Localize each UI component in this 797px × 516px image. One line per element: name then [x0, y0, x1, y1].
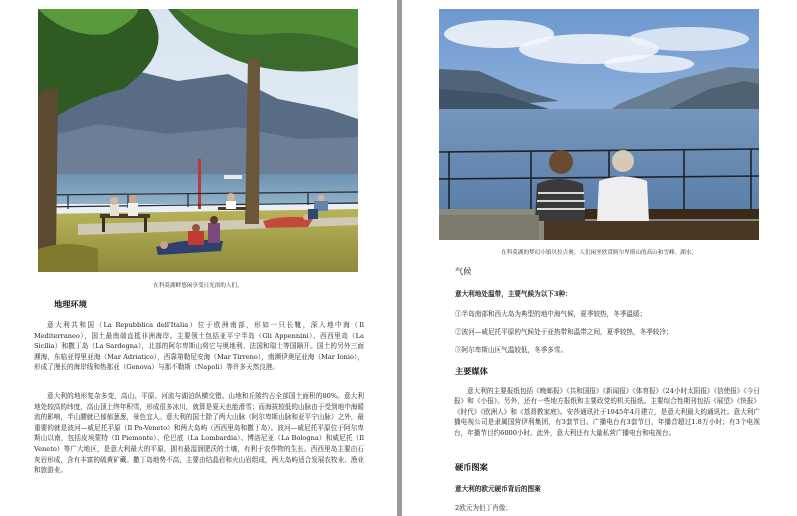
- climate-item-2: ②波河—威尼托平原的气候处于亚热带和温带之间，夏季较热，冬季较冷；: [455, 328, 673, 336]
- lakeside-park-photo: [38, 9, 358, 272]
- photo-caption: 在科莫湖畔悠闲享受日光浴的人们。: [153, 283, 243, 289]
- geography-paragraph-1: 意大利共和国（La Repubblica dell'Italia）位于欧洲南部，形如一只长靴，深入地中海（Il Mediterraneo），国土最南端直抵非洲海岸。主要领土包括亚平宁半岛（Gli Appennini）、西西里岛（La Sicilia）和撒丁岛（La Sardegna），北部的阿尔卑斯山将它与奥地利、法国和瑞士等国隔开。国土的另外三面濒海，东临亚得里亚海（Mar Adriatico），西靠第勒尼安海（Mar Tirreno），南濒伊奥尼亚海（Mar Ionio），形成了漫长的海岸线和热那亚（Genova）与那不勒斯（Napoli）等许多天然良港。: [34, 321, 364, 372]
- lake-couple-photo: [439, 9, 759, 240]
- photo-caption: 在科莫湖的梦幻小镇贝拉吉奥，人们闲坐欣赏阿尔卑斯山的高山和雪峰、湖水。: [501, 250, 697, 256]
- right-page: [402, 0, 797, 516]
- climate-intro: 意大利地处温带，主要气候为以下3种：: [455, 290, 572, 298]
- coins-item-1: 2欧元为但丁肖像；: [455, 504, 512, 512]
- section-title-media: 主要媒体: [455, 366, 488, 376]
- coins-subtitle: 意大利的欧元硬币背后的图案: [455, 485, 541, 493]
- media-paragraph: 意大利的主要报纸包括《晚邮报》《共和国报》《新闻报》《体育报》《24小时太阳报》《信使报》《今日报》和《小报》。另外，还有一些地方报纸和主要政党的机关报纸。主要综合性期刊包括《展望》《快报》《时代》《欧洲人》和《基督教家庭》。安莎通讯社于1945年4月建立，是意大利最大的通讯社。意大利广播电视公司是隶属国营伊利集团，有3套节目。广播电台有3套节目，年播音超过1.8万小时；有3个电视台，年播节目约6000小时。此外，意大利还有大量私营广播电台和电视台。: [454, 387, 760, 437]
- section-title-climate: 气候: [455, 266, 472, 276]
- section-title-coins: 硬币图案: [455, 462, 488, 472]
- left-page: [0, 0, 397, 516]
- section-title-geography: 地理环境: [54, 299, 87, 309]
- geography-paragraph-2: 意大利的地形复杂多变，高山、平原、河流与湖泊纵横交错。山地和丘陵约占全部国土面积的80%。意大利地处较高的纬度，高山顶上终年积雪，形成很多冰川，就算是夏天也能滑雪；而海拔较低的山脉由于受到地中海暖流的影响，半山腰就已郁郁葱葱，景色宜人。意大利的国土除了两大山脉（阿尔卑斯山脉和亚平宁山脉）之外，最重要的就是波河—威尼托平原（Il Po-Veneto）和两大岛屿（西西里岛和撒丁岛）。波河—威尼托平原位于阿尔卑斯山以南，包括皮埃蒙特（Il Piemonte）、伦巴底（La Lombardia）、博洛尼亚（La Bologna）和威尼托（Il Veneto）等广大地区，是意大利最大的平原，拥有最湿润肥沃的土壤，有利于农作物的生长。西西里岛主要由石灰岩形成，含有丰富的硫黄矿藏。撒丁岛地势不高，主要由结晶岩和火山岩组成，两大岛屿适合发展农牧业、渔业和旅游业。: [34, 392, 364, 475]
- climate-item-3: ③阿尔卑斯山区气温较低，冬季多雪。: [455, 346, 568, 354]
- climate-item-1: ①半岛南部和西大岛为典型的地中海气候，夏季较热，冬季温暖；: [455, 310, 647, 318]
